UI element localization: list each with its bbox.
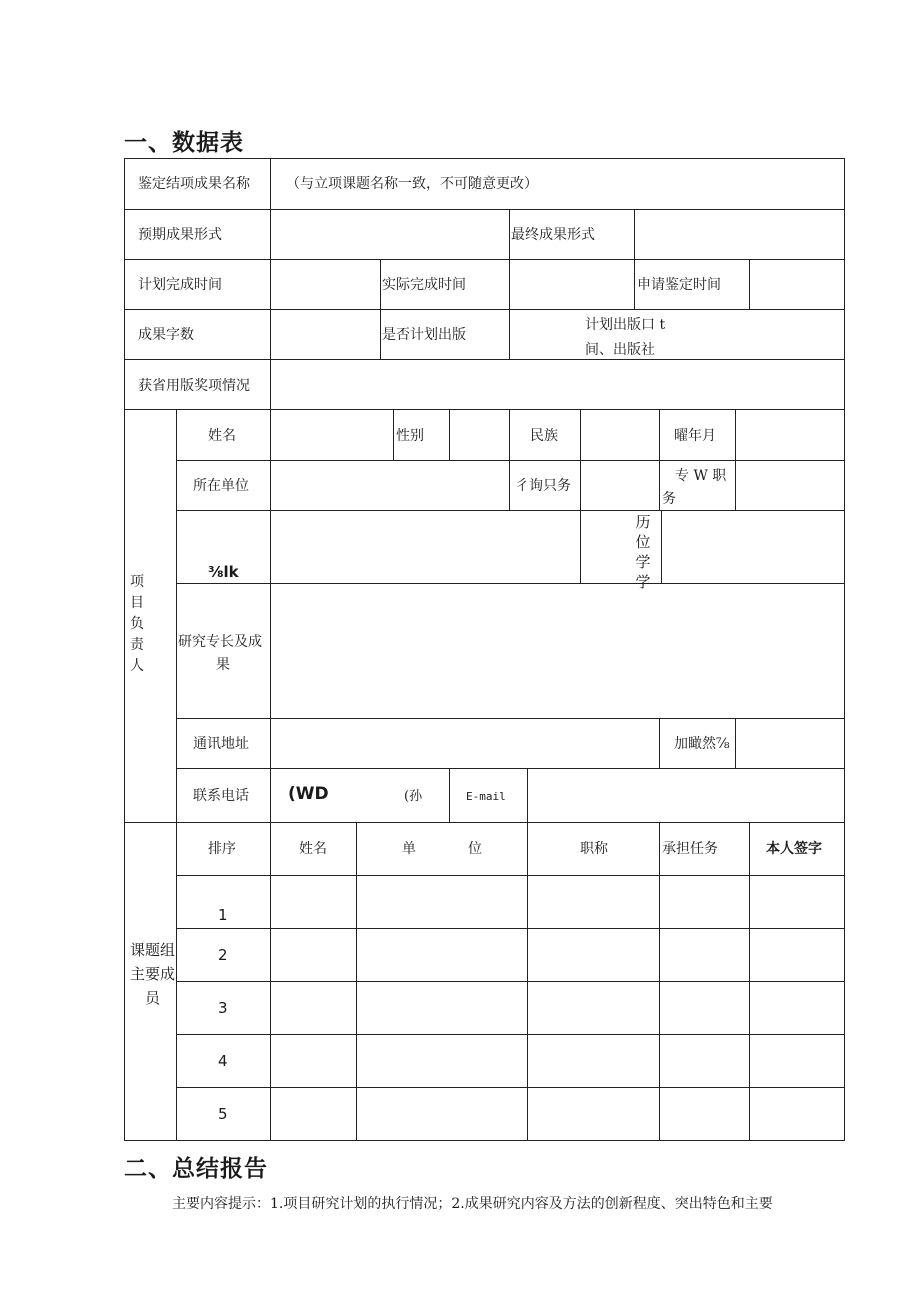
table-rule bbox=[176, 510, 845, 511]
table-rule bbox=[176, 875, 845, 876]
members-header-signature: 本人签字 bbox=[766, 841, 822, 857]
summary-prompt: 主要内容提示：1.项目研究计划的执行情况；2.成果研究内容及方法的创新程度、突出特色和主要 bbox=[172, 1196, 773, 1212]
table-rule bbox=[124, 822, 845, 823]
publish-info-label: 计划出版口 t bbox=[585, 317, 666, 333]
table-rule bbox=[356, 822, 357, 1141]
members-header-title: 职称 bbox=[580, 841, 608, 857]
leader-phone-label: 联系电话 bbox=[193, 788, 249, 804]
table-rule bbox=[176, 768, 845, 769]
awards-label: 获省用版奖项情况 bbox=[138, 378, 250, 394]
table-rule bbox=[580, 409, 581, 584]
table-rule bbox=[527, 768, 528, 823]
planned-time-label: 计划完成时间 bbox=[138, 277, 222, 293]
members-header-name: 姓名 bbox=[299, 841, 327, 857]
leader-unit-label: 所在单位 bbox=[193, 478, 249, 494]
leader-phone-value-1: (WD bbox=[288, 784, 329, 804]
table-rule bbox=[124, 158, 125, 1141]
leader-side-label: 项目负责人 bbox=[130, 574, 144, 674]
table-rule bbox=[661, 510, 662, 584]
table-rule bbox=[176, 460, 845, 461]
leader-title-label: 专 W 职 bbox=[675, 468, 727, 484]
table-rule bbox=[270, 409, 271, 823]
section-1-title: 一、数据表 bbox=[124, 130, 244, 156]
table-rule bbox=[176, 409, 177, 1141]
table-rule bbox=[176, 981, 845, 982]
table-rule bbox=[124, 359, 845, 360]
word-count-label: 成果字数 bbox=[138, 327, 194, 343]
members-side-label: 课题组主要成员 bbox=[130, 941, 176, 1007]
table-rule bbox=[735, 409, 736, 511]
leader-name-label: 姓名 bbox=[208, 428, 236, 444]
table-rule bbox=[509, 209, 510, 260]
table-rule bbox=[509, 409, 510, 511]
table-rule bbox=[844, 158, 845, 1141]
apply-time-label: 申请鉴定时间 bbox=[637, 277, 721, 293]
leader-email-label: E-mail bbox=[466, 790, 506, 803]
member-row-number: 2 bbox=[218, 946, 228, 964]
member-row-number: 3 bbox=[218, 999, 228, 1017]
table-rule bbox=[270, 822, 271, 1141]
leader-degree-label: 历位学学 bbox=[635, 513, 651, 591]
table-rule bbox=[124, 309, 845, 310]
table-rule bbox=[176, 583, 845, 584]
table-rule bbox=[449, 409, 450, 461]
table-rule bbox=[449, 768, 450, 823]
table-rule bbox=[124, 1140, 845, 1141]
member-row-number: 5 bbox=[218, 1105, 228, 1123]
leader-ethnicity-label: 民族 bbox=[530, 428, 558, 444]
publish-plan-label: 是否计划出版 bbox=[382, 327, 466, 343]
members-header-order: 排序 bbox=[208, 841, 236, 857]
table-rule bbox=[659, 718, 660, 769]
table-rule bbox=[749, 259, 750, 310]
table-rule bbox=[659, 822, 660, 1141]
table-rule bbox=[659, 409, 660, 511]
leader-edu-label: ⅜lk bbox=[208, 563, 239, 581]
result-name-label: 鉴定结项成果名称 bbox=[138, 176, 250, 192]
table-rule bbox=[393, 409, 394, 461]
section-2-title: 二、总结报告 bbox=[124, 1156, 268, 1182]
leader-gender-label: 性别 bbox=[396, 428, 424, 444]
leader-address-label: 通讯地址 bbox=[193, 736, 249, 752]
leader-phone-value-2: (孙 bbox=[404, 789, 423, 804]
leader-expertise-label: 研究专长及成 bbox=[178, 634, 262, 650]
table-rule bbox=[634, 259, 635, 310]
table-rule bbox=[124, 409, 845, 410]
actual-time-label: 实际完成时间 bbox=[382, 277, 466, 293]
table-rule bbox=[176, 1087, 845, 1088]
table-rule bbox=[124, 209, 845, 210]
leader-position-label: 彳询只务 bbox=[515, 478, 571, 494]
table-rule bbox=[176, 928, 845, 929]
table-rule bbox=[176, 718, 845, 719]
leader-postcode-label: 加瞰然⅞ bbox=[674, 736, 730, 752]
table-rule bbox=[270, 158, 271, 410]
table-rule bbox=[176, 1034, 845, 1035]
publish-info-label-2: 间、出版社 bbox=[585, 342, 655, 358]
members-header-unit: 单 bbox=[402, 841, 416, 857]
table-rule bbox=[124, 259, 845, 260]
leader-expertise-label-2: 果 bbox=[216, 657, 230, 673]
table-rule bbox=[749, 822, 750, 1141]
result-name-hint: （与立项课题名称一致，不可随意更改） bbox=[286, 176, 538, 192]
expected-form-label: 预期成果形式 bbox=[138, 227, 222, 243]
leader-title-label-2: 务 bbox=[662, 491, 676, 507]
table-rule bbox=[735, 718, 736, 769]
final-form-label: 最终成果形式 bbox=[511, 227, 595, 243]
members-header-task: 承担任务 bbox=[662, 841, 718, 857]
table-rule bbox=[634, 209, 635, 260]
table-rule bbox=[509, 259, 510, 360]
table-rule bbox=[527, 822, 528, 1141]
leader-birth-label: 曜年月 bbox=[674, 428, 716, 444]
table-rule bbox=[380, 259, 381, 360]
member-row-number: 4 bbox=[218, 1052, 228, 1070]
table-rule bbox=[124, 158, 845, 159]
members-header-unit-2: 位 bbox=[468, 841, 482, 857]
member-row-number: 1 bbox=[218, 906, 228, 924]
